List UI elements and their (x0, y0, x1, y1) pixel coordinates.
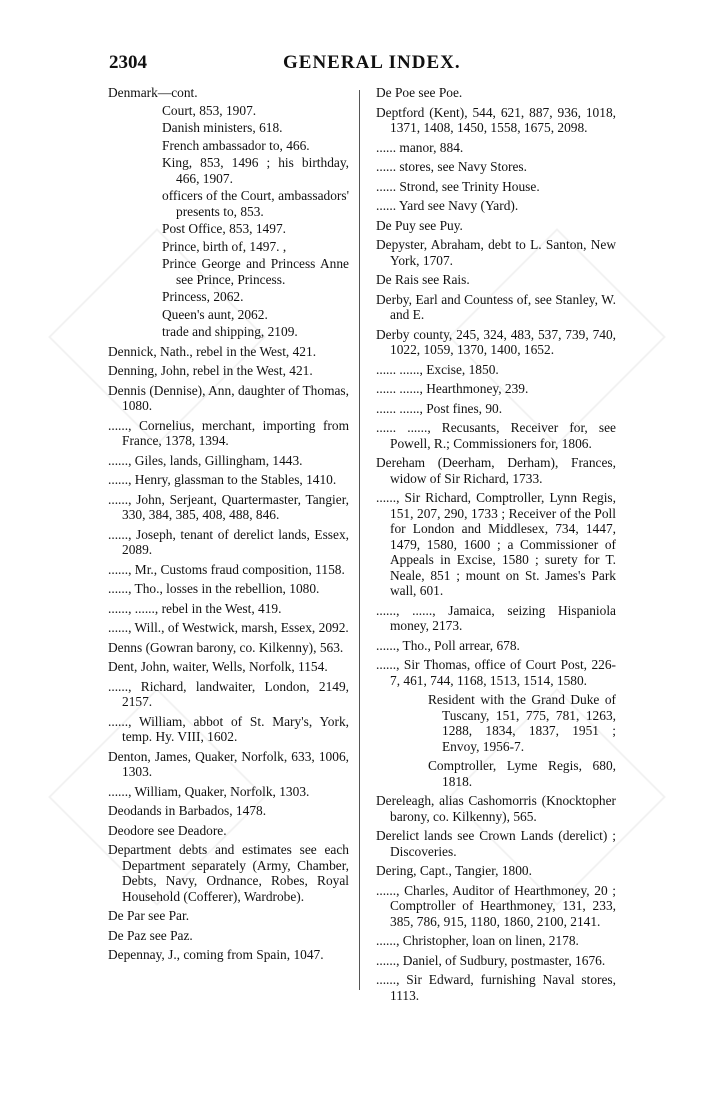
index-subentry: Comptroller, Lyme Regis, 680, 1818. (428, 758, 616, 789)
index-entry: ......, Sir Thomas, office of Court Post, 226-7, 461, 744, 1168, 1513, 1514, 1580. (376, 657, 616, 688)
index-entry: ...... ......, Excise, 1850. (376, 361, 499, 377)
index-subentry: Queen's aunt, 2062. (162, 306, 268, 322)
index-entry: ......, Joseph, tenant of derelict lands, Essex, 2089. (108, 526, 349, 557)
index-subentry: Princess, 2062. (162, 289, 244, 304)
index-subentry: officers of the Court, ambassadors' presents to, 853. (162, 188, 349, 219)
index-entry: ......, Mr., Customs fraud composition, 1158. (108, 561, 345, 577)
index-subentry: Resident with the Grand Duke of Tuscany, 151, 775, 781, 1263, 1288, 1834, 1837, 1951 ; Envoy, 1956-7. (428, 692, 616, 754)
index-subentry: Danish ministers, 618. (162, 120, 283, 135)
index-entry: ...... ......, Post fines, 90. (376, 400, 503, 416)
index-entry: Deodands in Barbados, 1478. (108, 803, 267, 818)
index-entry: ...... Yard see Navy (Yard). (376, 198, 519, 213)
column-divider (359, 90, 360, 990)
index-entry: ...... ......, Recusants, Receiver for, see Powell, R.; Commissioners for, 1806. (376, 420, 616, 451)
index-entry: ......, John, Serjeant, Quartermaster, Tangier, 330, 384, 385, 408, 488, 846. (108, 491, 349, 522)
index-entry: ......, Sir Richard, Comptroller, Lynn Regis, 151, 207, 290, 1733 ; Receiver of the Poll for London and Middlesex, 734, 1447, 1479, 1580, 1600 ; a Commissioner of Appeals in Excise, 1580 ; surety for T. Neale, 851 ; mount on St. James's Park wall, 601. (376, 490, 616, 598)
index-entry: ...... manor, 884. (376, 139, 464, 155)
index-entry: Depennay, J., coming from Spain, 1047. (108, 947, 324, 962)
index-entry: Dent, John, waiter, Wells, Norfolk, 1154. (108, 659, 328, 674)
index-entry: Department debts and estimates see each Department separately (Army, Chamber, Debts, Navy, Ordnance, Robes, Royal Household (Cofferer), Wardrobe). (108, 842, 349, 904)
index-entry: ......, ......, rebel in the West, 419. (108, 600, 282, 616)
index-subentry: King, 853, 1496 ; his birthday, 466, 1907. (162, 155, 349, 186)
index-subentry: Court, 853, 1907. (162, 102, 257, 118)
index-entry: ......, William, abbot of St. Mary's, York, temp. Hy. VIII, 1602. (108, 713, 349, 744)
index-entry: ......, Tho., losses in the rebellion, 1080. (108, 581, 320, 596)
index-subentry: Prince, birth of, 1497. , (162, 238, 287, 254)
index-entry: De Puy see Puy. (376, 217, 463, 233)
index-entry: De Rais see Rais. (376, 272, 470, 287)
index-entry: Dennis (Dennise), Ann, daughter of Thomas, 1080. (108, 382, 349, 413)
index-entry: ......, Cornelius, merchant, importing from France, 1378, 1394. (108, 417, 349, 448)
index-entry: Denning, John, rebel in the West, 421. (108, 363, 313, 378)
index-entry: ......, ......, Jamaica, seizing Hispaniola money, 2173. (376, 602, 616, 633)
index-subentry: French ambassador to, 466. (162, 137, 310, 153)
index-entry: Dering, Capt., Tangier, 1800. (376, 863, 532, 878)
index-subentry: trade and shipping, 2109. (162, 324, 298, 339)
index-entry: Derelict lands see Crown Lands (derelict) ; Discoveries. (376, 828, 616, 859)
index-entry: ......, Tho., Poll arrear, 678. (376, 637, 520, 653)
index-entry: Dereleagh, alias Cashomorris (Knocktopher barony, co. Kilkenny), 565. (376, 793, 616, 824)
index-subentry: Post Office, 853, 1497. (162, 221, 286, 236)
index-entry: Derby, Earl and Countess of, see Stanley, W. and E. (376, 291, 616, 322)
index-entry: Deptford (Kent), 544, 621, 887, 936, 1018, 1371, 1408, 1450, 1558, 1675, 2098. (376, 104, 616, 135)
index-entry: ......, Will., of Westwick, marsh, Essex, 2092. (108, 620, 349, 635)
index-entry: ......, Giles, lands, Gillingham, 1443. (108, 452, 303, 468)
index-entry: Deodore see Deadore. (108, 822, 227, 838)
index-entry: Dereham (Deerham, Derham), Frances, widow of Sir Richard, 1733. (376, 455, 616, 486)
index-entry: ......, Richard, landwaiter, London, 2149, 2157. (108, 678, 349, 709)
index-entry: Derby county, 245, 324, 483, 537, 739, 740, 1022, 1059, 1370, 1400, 1652. (376, 326, 616, 357)
index-entry: ...... stores, see Navy Stores. (376, 159, 527, 174)
page-number: 2304 (109, 52, 147, 73)
index-entry: ......, Charles, Auditor of Hearthmoney, 20 ; Comptroller of Hearthmoney, 131, 233, 385, 786, 915, 1180, 1860, 2100, 2141. (376, 882, 616, 929)
index-entry: ......, William, Quaker, Norfolk, 1303. (108, 783, 310, 799)
index-entry: Denns (Gowran barony, co. Kilkenny), 563. (108, 639, 344, 655)
left-index-column (108, 85, 349, 967)
index-entry: ...... Strond, see Trinity House. (376, 178, 540, 194)
index-entry: ...... ......, Hearthmoney, 239. (376, 381, 529, 396)
index-entry: De Paz see Paz. (108, 927, 193, 943)
index-entry: ......, Christopher, loan on linen, 2178. (376, 933, 579, 948)
index-entry: Dennick, Nath., rebel in the West, 421. (108, 343, 317, 359)
index-subentry: Prince George and Princess Anne see Prince, Princess. (162, 256, 349, 287)
index-entry: ......, Sir Edward, furnishing Naval stores, 1113. (376, 972, 616, 1003)
index-entry: ......, Henry, glassman to the Stables, 1410. (108, 472, 337, 487)
index-entry: ......, Daniel, of Sudbury, postmaster, 1676. (376, 952, 606, 968)
index-entry: Depyster, Abraham, debt to L. Santon, New York, 1707. (376, 237, 616, 268)
index-heading: Denmark—cont. (108, 85, 198, 100)
index-entry: De Poe see Poe. (376, 85, 463, 100)
index-entry: De Par see Par. (108, 908, 190, 923)
index-entry: Denton, James, Quaker, Norfolk, 633, 1006, 1303. (108, 748, 349, 779)
right-index-column (376, 85, 616, 1007)
page-title: GENERAL INDEX. (283, 52, 461, 73)
